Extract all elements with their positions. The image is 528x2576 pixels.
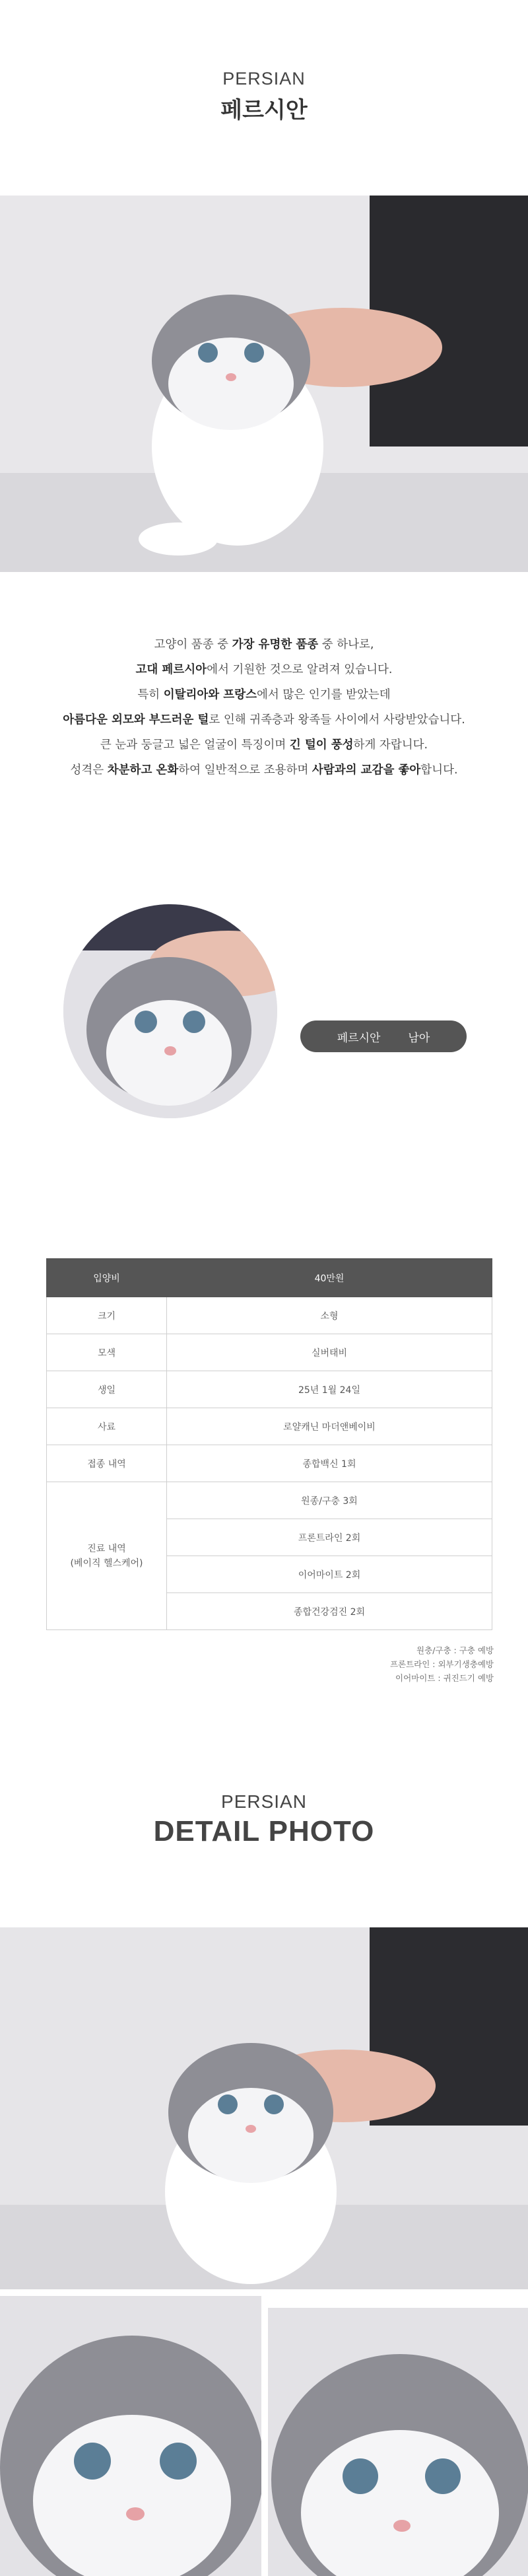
badge-breed: 페르시안 — [337, 1031, 381, 1045]
table-row: 크기 소형 — [47, 1297, 492, 1334]
table-row-care: 종합건강검진 2회 — [47, 1593, 492, 1630]
table-row-price — [47, 1259, 492, 1297]
breed-sex-badge — [300, 1020, 467, 1052]
breed-description — [0, 632, 528, 783]
kitten-profile-photo — [63, 904, 277, 1118]
header-en: PERSIAN — [222, 69, 306, 89]
table-row-care: 이어마이트 2회 — [47, 1556, 492, 1593]
detail-header-en: PERSIAN — [221, 1791, 307, 1812]
desc-line-2: 고대 페르시아에서 기원한 것으로 알려져 있습니다. — [135, 663, 393, 676]
intro-header — [0, 69, 528, 124]
price-label: 입양비 — [47, 1259, 167, 1297]
detail-kitten-photo-3 — [268, 2308, 528, 2576]
table-row: 접종 내역 종합백신 1회 — [47, 1445, 492, 1482]
adoption-info-table — [46, 1258, 492, 1630]
header-ko: 페르시안 — [220, 97, 308, 124]
desc-line-1: 고양이 품종 중 가장 유명한 품종 중 하나로, — [154, 638, 374, 651]
table-footnotes: 원충/구충 : 구충 예방 프론트라인 : 외부기생충예방 이어마이트 : 귀진드기 예방 — [389, 1645, 494, 1683]
detail-kitten-photo-1 — [0, 1927, 528, 2289]
table-row: 사료 로얄캐닌 마더앤베이비 — [47, 1408, 492, 1445]
detail-header — [0, 1791, 528, 1848]
desc-line-4: 아름다운 외모와 부드러운 털로 인해 귀족층과 왕족들 사이에서 사랑받았습니다. — [63, 713, 465, 727]
desc-line-3: 특히 이탈리아와 프랑스에서 많은 인기를 받았는데 — [137, 688, 391, 701]
table-row: 모색 실버태비 — [47, 1334, 492, 1371]
desc-line-5: 큰 눈과 둥글고 넓은 얼굴이 특징이며 긴 털이 풍성하게 자랍니다. — [100, 738, 428, 752]
detail-kitten-photo-2 — [0, 2296, 261, 2576]
hero-kitten-photo — [0, 196, 528, 572]
table-row-care: 진료 내역 (베이직 헬스케어) 원종/구충 3회 — [47, 1482, 492, 1519]
detail-header-title: DETAIL PHOTO — [153, 1815, 375, 1847]
desc-line-6: 성격은 차분하고 온화하여 일반적으로 조용하며 사람과의 교감을 좋아합니다. — [70, 764, 458, 777]
badge-sex: 남아 — [408, 1031, 430, 1045]
table-row-care: 프론트라인 2회 — [47, 1519, 492, 1556]
care-label: 진료 내역 (베이직 헬스케어) — [47, 1482, 167, 1630]
price-value: 40만원 — [167, 1259, 492, 1297]
table-row: 생일 25년 1월 24일 — [47, 1371, 492, 1408]
